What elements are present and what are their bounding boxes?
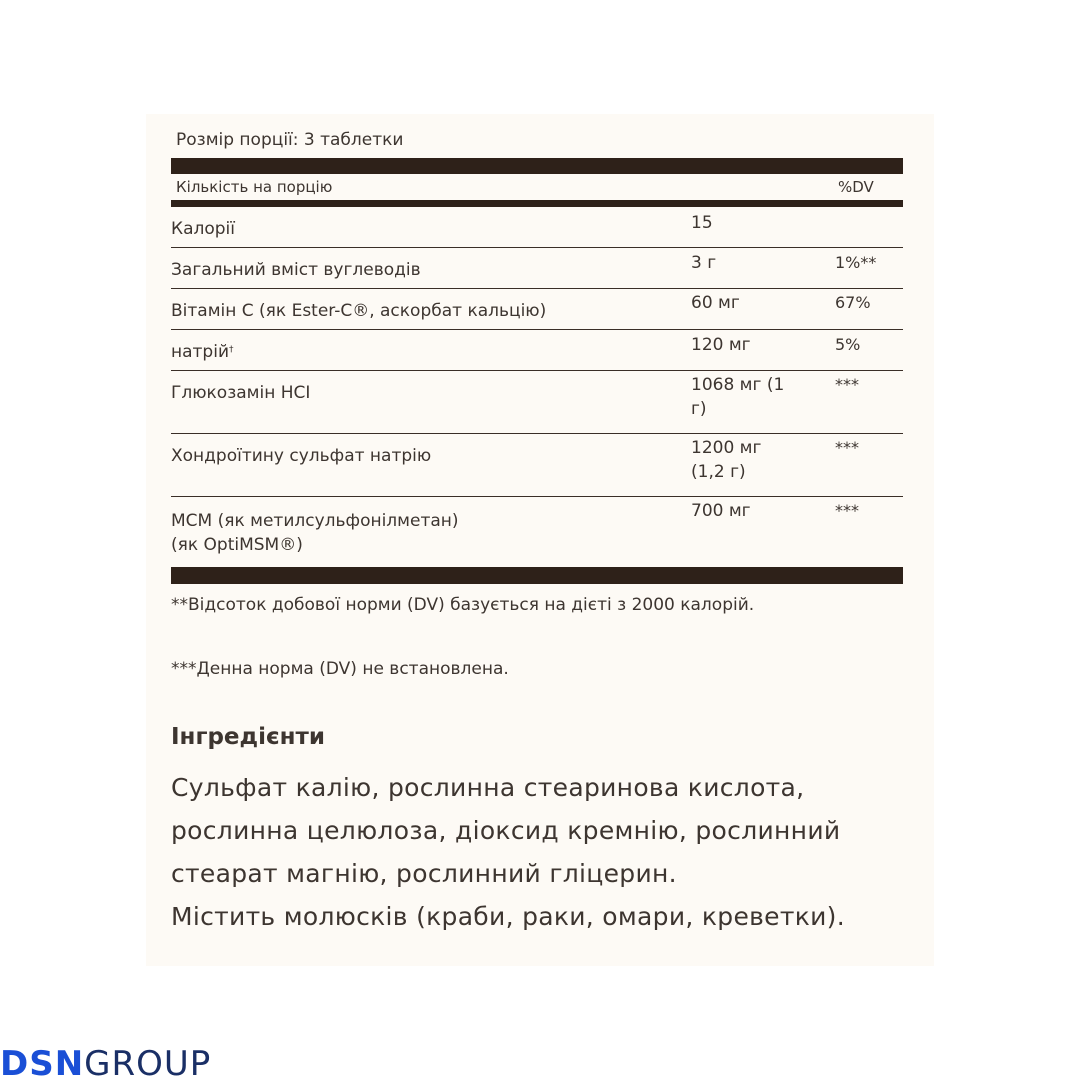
- table-row: [171, 330, 903, 371]
- header-dv: %DV: [838, 178, 874, 196]
- ingredients-line: Сульфат калію, рослинна стеаринова кислота,: [171, 773, 805, 802]
- row-dv: 5%: [835, 335, 861, 354]
- table-bottom-bar: [171, 567, 903, 584]
- row-dv: ***: [835, 375, 859, 394]
- table-row: [171, 289, 903, 330]
- ingredients-text: [171, 766, 931, 938]
- table-row: [171, 248, 903, 289]
- row-name: Загальний вміст вуглеводів: [171, 260, 421, 280]
- logo-part-dsn: DSN: [0, 1044, 85, 1084]
- ingredients-line: Містить молюсків (краби, раки, омари, креветки).: [171, 902, 845, 931]
- footnote-dv-not-established: ***Денна норма (DV) не встановлена.: [171, 659, 509, 679]
- supplement-facts-card: [146, 114, 934, 966]
- row-name: Хондроїтину сульфат натрію: [171, 446, 432, 466]
- table-header: [171, 174, 903, 200]
- row-name-superscript: †: [229, 345, 234, 355]
- row-name: Глюкозамін HCI: [171, 383, 311, 403]
- row-amount: 3 г: [691, 253, 717, 273]
- table-row: [171, 371, 903, 434]
- table-header-bar: [171, 200, 903, 207]
- row-dv: 1%**: [835, 253, 877, 272]
- ingredients-title: Інгредієнти: [171, 724, 325, 750]
- ingredients-line: стеарат магнію, рослинний гліцерин.: [171, 859, 677, 888]
- header-amount-per-serving: Кількість на порцію: [176, 178, 333, 196]
- table-row: [171, 207, 903, 248]
- row-amount: 60 мг: [691, 293, 740, 313]
- row-amount: 1200 мг (1,2 г): [691, 438, 762, 482]
- row-dv: 67%: [835, 293, 871, 312]
- row-name: МСМ (як метилсульфонілметан) (як OptiMSM®): [171, 511, 459, 555]
- table-top-bar: [171, 158, 903, 174]
- row-name: Калорії: [171, 219, 235, 239]
- row-dv: ***: [835, 501, 859, 520]
- serving-size: Розмір порції: 3 таблетки: [176, 130, 404, 150]
- row-amount: 700 мг: [691, 501, 751, 521]
- ingredients-line: рослинна целюлоза, діоксид кремнію, рослинний: [171, 816, 841, 845]
- dsn-group-logo: [0, 1044, 212, 1084]
- table-row: [171, 497, 903, 567]
- row-dv: ***: [835, 438, 859, 457]
- logo-part-group: GROUP: [84, 1044, 212, 1084]
- row-amount: 15: [691, 213, 713, 233]
- row-name: Вітамін С (як Ester-C®, аскорбат кальцію): [171, 301, 547, 321]
- row-amount: 1068 мг (1 г): [691, 375, 785, 419]
- footnote-dv-basis: **Відсоток добової норми (DV) базується на дієті з 2000 калорій.: [171, 595, 755, 615]
- row-name: натрій†: [171, 342, 234, 362]
- supplement-facts-table: [171, 158, 903, 584]
- row-amount: 120 мг: [691, 335, 751, 355]
- table-row: [171, 434, 903, 497]
